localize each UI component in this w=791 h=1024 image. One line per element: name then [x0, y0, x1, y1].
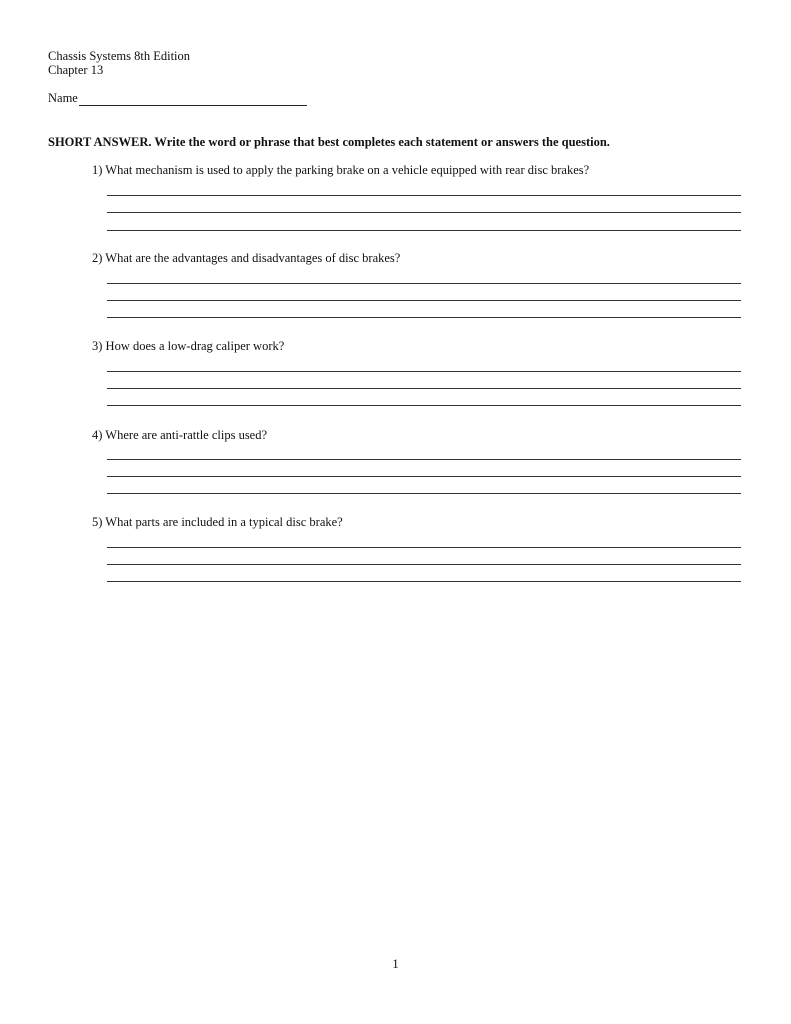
book-title: Chassis Systems 8th Edition	[48, 49, 191, 63]
page-number: 1	[392, 957, 399, 971]
answer-line[interactable]	[107, 371, 741, 372]
section-instructions: SHORT ANSWER. Write the word or phrase that best completes each statement or answers the question.	[48, 135, 610, 149]
question-text: 2) What are the advantages and disadvantages of disc brakes?	[92, 251, 401, 265]
answer-line[interactable]	[107, 317, 741, 318]
question-5	[92, 515, 744, 530]
question-text: 4) Where are anti-rattle clips used?	[92, 428, 268, 442]
answer-line[interactable]	[107, 300, 741, 301]
question-1	[92, 163, 744, 178]
answer-line[interactable]	[107, 564, 741, 565]
answer-line[interactable]	[107, 230, 741, 231]
answer-line[interactable]	[107, 547, 741, 548]
answer-line[interactable]	[107, 493, 741, 494]
question-2	[92, 251, 744, 266]
question-text: 3) How does a low-drag caliper work?	[92, 339, 285, 353]
question-3	[92, 339, 744, 354]
answer-line[interactable]	[107, 283, 741, 284]
name-label: Name	[48, 91, 78, 105]
answer-line[interactable]	[107, 581, 741, 582]
answer-line[interactable]	[107, 459, 741, 460]
name-input-line[interactable]	[79, 92, 307, 106]
answer-line[interactable]	[107, 476, 741, 477]
name-field-row	[48, 91, 307, 106]
answer-line[interactable]	[107, 212, 741, 213]
answer-line[interactable]	[107, 195, 741, 196]
question-text: 1) What mechanism is used to apply the parking brake on a vehicle equipped with rear disc brakes?	[92, 163, 590, 177]
answer-line[interactable]	[107, 405, 741, 406]
question-text: 5) What parts are included in a typical disc brake?	[92, 515, 343, 529]
question-4	[92, 428, 744, 443]
chapter-label: Chapter 13	[48, 63, 104, 77]
answer-line[interactable]	[107, 388, 741, 389]
